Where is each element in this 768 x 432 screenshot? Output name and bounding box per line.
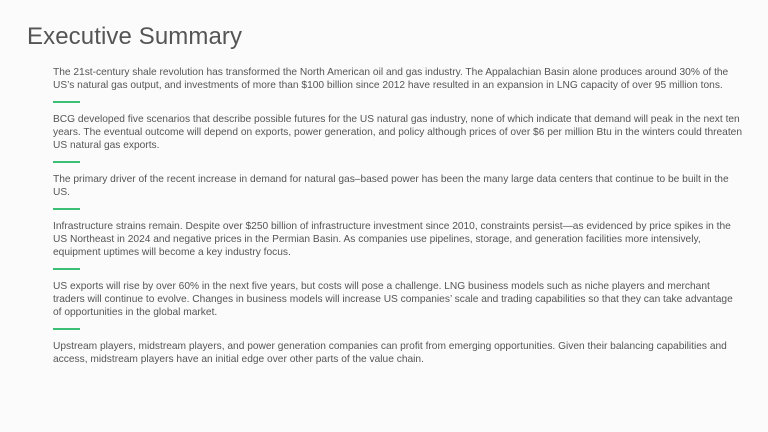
green-divider [53, 328, 80, 330]
page-title: Executive Summary [27, 23, 243, 50]
green-divider [53, 161, 80, 163]
green-divider [53, 101, 80, 103]
summary-paragraph: BCG developed five scenarios that describe possible futures for the US natural gas industry, none of which indicate that demand will peak in the next ten years. The eventual outcome will depend on exports, power generation, and policy although prices of over $6 per million Btu in the winters could threaten US natural gas exports. [53, 114, 743, 151]
summary-paragraph: Infrastructure strains remain. Despite over $250 billion of infrastructure investment since 2010, constraints persist—as evidenced by price spikes in the US Northeast in 2024 and negative prices in the Permian Basin. As companies use pipelines, storage, and generation facilities more intensively, equipment uptimes will become a key industry focus. [53, 221, 731, 258]
summary-paragraph: US exports will rise by over 60% in the next five years, but costs will pose a challenge. LNG business models such as niche players and merchant traders will continue to evolve. Changes in business models will increase US companies’ scale and trading capabilities so that they can take advantage of opportunities in the global market. [53, 281, 733, 318]
summary-paragraph: Upstream players, midstream players, and power generation companies can profit from emerging opportunities. Given their balancing capabilities and access, midstream players have an initial edge over other parts of the value chain. [53, 341, 727, 365]
summary-list [53, 66, 743, 366]
green-divider [53, 268, 80, 270]
summary-paragraph: The 21st-century shale revolution has transformed the North American oil and gas industry. The Appalachian Basin alone produces around 30% of the US’s natural gas output, and investments of more than $100 billion since 2012 have resulted in an expansion in LNG capacity of over 95 million tons. [53, 67, 729, 91]
summary-paragraph: The primary driver of the recent increase in demand for natural gas–based power has been the many large data centers that continue to be built in the US. [53, 174, 729, 198]
green-divider [53, 208, 80, 210]
